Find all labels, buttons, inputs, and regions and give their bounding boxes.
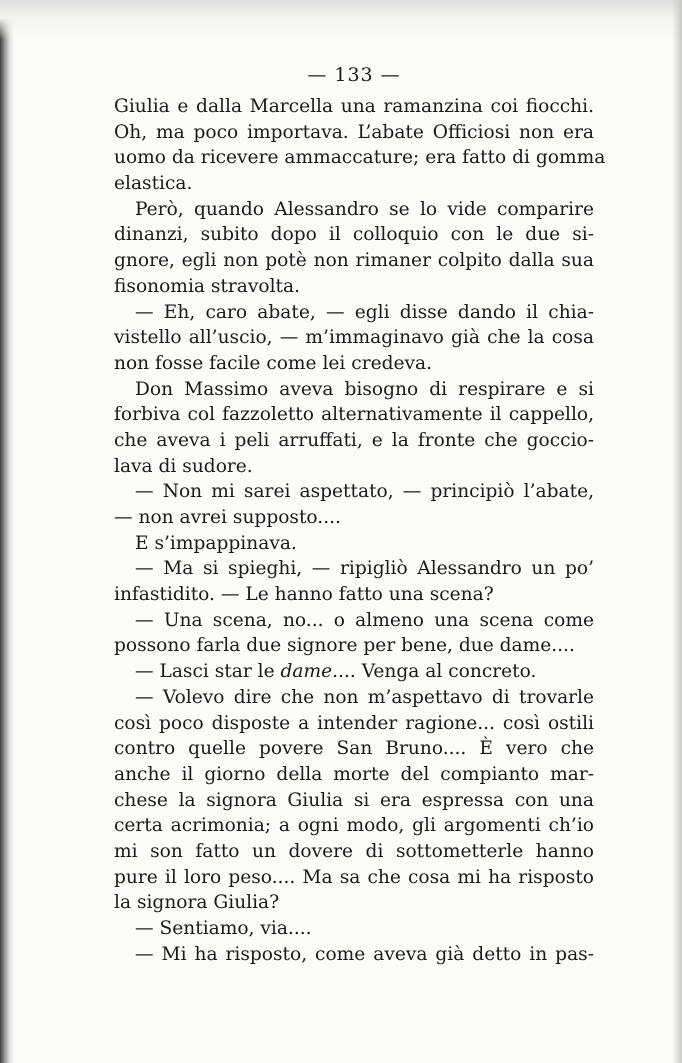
text-line: infastidito. — Le hanno fatto una scena? xyxy=(114,584,494,606)
text-line: uomo da ricevere ammaccature; era fatto di gomma xyxy=(114,147,606,169)
text-line: anche il giorno della morte del compianto mar- xyxy=(114,763,594,785)
text-line: — non avrei supposto.... xyxy=(114,507,341,528)
page-top-shadow xyxy=(0,0,682,40)
text-line: contro quelle povere San Bruno.... È vero che xyxy=(114,738,594,760)
text-line: — Volevo dire che non m’aspettavo di trovarle xyxy=(135,686,594,708)
text-line-mixed xyxy=(114,659,594,685)
text-run: — Lasci star le xyxy=(135,661,281,683)
text-line: lava di sudore. xyxy=(114,455,253,477)
text-line: pure il loro peso.... Ma sa che cosa mi ha risposto xyxy=(114,866,594,888)
text-line: Giulia e dalla Marcella una ramanzina coi fiocchi. xyxy=(114,96,594,117)
text-line: possono farla due signore per bene, due dame.... xyxy=(114,635,575,657)
text-run: Venga al concreto. xyxy=(355,661,537,683)
text-line: — Ma si spieghi, — ripigliò Alessandro un po’ xyxy=(135,558,594,580)
text-line: gnore, egli non potè non rimaner colpito dalla sua xyxy=(114,250,594,272)
italic-word: dame.... xyxy=(280,661,356,683)
text-line: chese la signora Giulia si era espressa con una xyxy=(114,789,594,811)
page-binding-shadow xyxy=(0,0,14,1063)
text-line: fisonomia stravolta. xyxy=(114,275,300,297)
text-line: Però, quando Alessandro se lo vide comparire xyxy=(135,198,594,220)
text-line: E s’impappinava. xyxy=(135,532,297,554)
text-line: dinanzi, subito dopo il colloquio con le due si- xyxy=(114,224,594,246)
text-line: certa acrimonia; a ogni modo, gli argomenti ch’io xyxy=(114,815,594,837)
text-line: così poco disposte a intender ragione... così ostili xyxy=(114,712,594,734)
text-line: non fosse facile come lei credeva. xyxy=(114,352,432,374)
text-line: — Una scena, no... o almeno una scena come xyxy=(135,609,594,631)
text-line: Don Massimo aveva bisogno di respirare e si xyxy=(135,378,594,400)
page-text xyxy=(114,56,606,967)
text-line: elastica. xyxy=(114,173,193,195)
text-line: Oh, ma poco importava. L’abate Officiosi non era xyxy=(114,121,594,143)
text-line: — Eh, caro abate, — egli disse dando il chia- xyxy=(135,301,594,323)
text-line: la signora Giulia? xyxy=(114,892,280,914)
text-line: mi son fatto un dovere di sottometterle hanno xyxy=(114,840,594,862)
text-line: — Mi ha risposto, come aveva già detto in pas- xyxy=(135,943,594,965)
text-line: vistello all’uscio, — m’immaginavo già che la cosa xyxy=(114,327,594,349)
text-line: che aveva i peli arruffati, e la fronte che goccio- xyxy=(114,429,594,451)
page-number: — 133 — xyxy=(307,64,401,86)
page-right-shadow xyxy=(672,0,682,1063)
text-line: forbiva col fazzoletto alternativamente il cappello, xyxy=(114,404,594,426)
text-line: — Non mi sarei aspettato, — principiò l’abate, xyxy=(135,481,594,503)
text-line: — Sentiamo, via.... xyxy=(135,918,312,939)
